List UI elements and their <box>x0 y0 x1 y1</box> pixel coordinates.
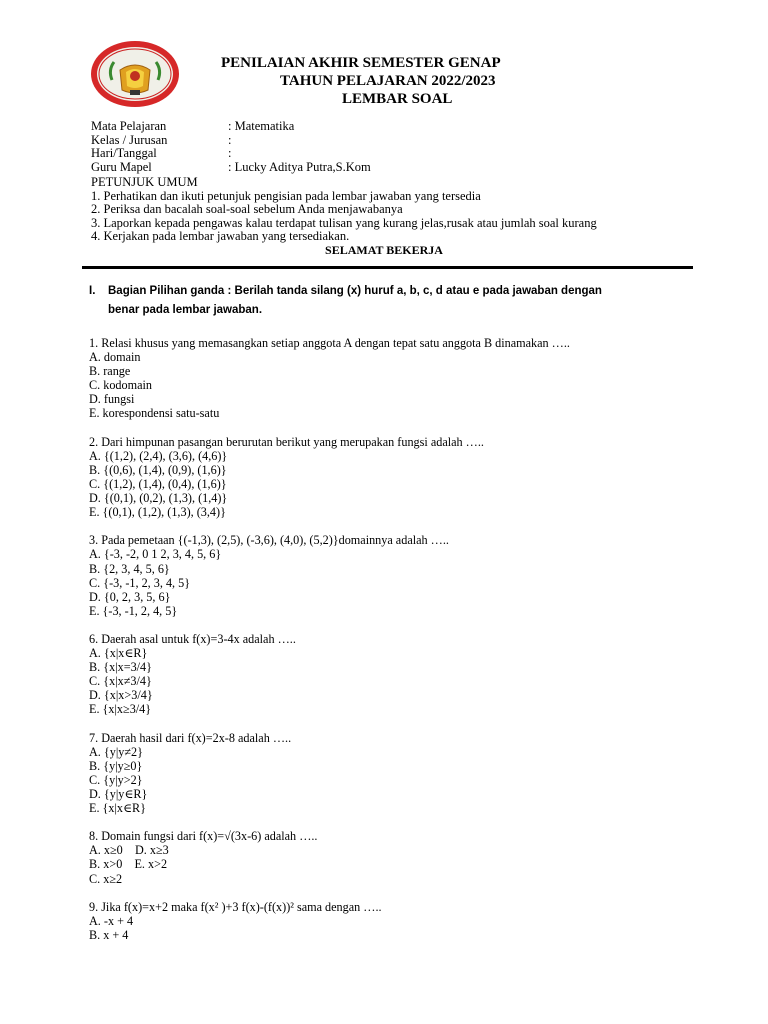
meta-label: Kelas / Jurusan <box>91 132 168 147</box>
option-a: A. {(1,2), (2,4), (3,6), (4,6)} <box>89 448 228 463</box>
meta-label: Guru Mapel <box>91 160 152 175</box>
option-a: A. {-3, -2, 0 1 2, 3, 4, 5, 6} <box>89 547 222 562</box>
question-list <box>89 336 709 956</box>
instruction-item: 2. Periksa dan bacalah soal-soal sebelum Anda menjawabanya <box>91 202 403 216</box>
meta-value: : <box>228 132 232 147</box>
option-a: A. {y|y≠2} <box>89 744 144 759</box>
section-instruction-line-1: Bagian Pilihan ganda : Berilah tanda silang (x) huruf a, b, c, d atau e pada jawaban dengan <box>108 285 602 297</box>
meta-value: : <box>228 146 232 161</box>
title-line-2: TAHUN PELAJARAN 2022/2023 <box>280 73 496 89</box>
instructions-heading: PETUNJUK UMUM <box>91 175 198 189</box>
option-b: B. {(0,6), (1,4), (0,9), (1,6)} <box>89 462 227 477</box>
option-e: E. korespondensi satu-satu <box>89 406 220 421</box>
question-text: 2. Dari himpunan pasangan berurutan berikut yang merupakan fungsi adalah ….. <box>89 434 484 449</box>
option-d: D. {0, 2, 3, 5, 6} <box>89 589 171 604</box>
option-c: C. {-3, -1, 2, 3, 4, 5} <box>89 575 191 590</box>
option-c: C. {y|y>2} <box>89 772 143 787</box>
option-a: A. {x|x∈R} <box>89 646 148 661</box>
meta-value: : Lucky Aditya Putra,S.Kom <box>228 160 371 175</box>
question-text: 1. Relasi khusus yang memasangkan setiap anggota A dengan tepat satu anggota B dinamakan ….. <box>89 336 570 350</box>
document-title <box>185 54 585 108</box>
question-text: 9. Jika f(x)=x+2 maka f(x² )+3 f(x)-(f(x))² sama dengan ….. <box>89 899 382 914</box>
instruction-item: 1. Perhatikan dan ikuti petunjuk pengisian pada lembar jawaban yang tersedia <box>91 188 481 203</box>
options-a-d: A. x≥0 D. x≥3 <box>89 843 169 858</box>
option-c: C. {x|x≠3/4} <box>89 674 152 689</box>
title-line-3: LEMBAR SOAL <box>342 91 453 107</box>
question-6 <box>89 632 709 717</box>
question-1 <box>89 336 709 421</box>
meta-row-class <box>91 134 371 148</box>
meta-label: Hari/Tanggal <box>91 146 157 161</box>
option-c: C. kodomain <box>89 378 152 393</box>
option-e: E. {(0,1), (1,2), (1,3), (3,4)} <box>89 505 226 520</box>
option-a: A. domain <box>89 350 141 365</box>
exam-meta <box>91 120 371 175</box>
option-c: C. {(1,2), (1,4), (0,4), (1,6)} <box>89 476 227 491</box>
question-text: 7. Daerah hasil dari f(x)=2x-8 adalah ….. <box>89 730 292 745</box>
general-instructions <box>91 176 711 244</box>
section-number: I. <box>89 285 96 297</box>
question-7 <box>89 731 709 816</box>
option-d: D. {y|y∈R} <box>89 787 148 801</box>
school-emblem-icon <box>90 40 180 108</box>
closing-greeting: SELAMAT BEKERJA <box>325 243 443 257</box>
option-b: B. {y|y≥0} <box>89 758 143 773</box>
question-text: 6. Daerah asal untuk f(x)=3-4x adalah ….. <box>89 631 296 646</box>
option-e: E. {-3, -1, 2, 4, 5} <box>89 603 178 618</box>
question-text: 3. Pada pemetaan {(-1,3), (2,5), (-3,6), (4,0), (5,2)}domainnya adalah ….. <box>89 533 449 548</box>
title-line-1: PENILAIAN AKHIR SEMESTER GENAP <box>221 55 501 71</box>
meta-row-subject <box>91 120 371 134</box>
option-b: B. x + 4 <box>89 927 129 942</box>
instruction-item: 3. Laporkan kepada pengawas kalau terdapat tulisan yang kurang jelas,rusak atau jumlah soal kurang <box>91 215 597 230</box>
section-instruction-line-2: benar pada lembar jawaban. <box>108 304 263 316</box>
option-a: A. -x + 4 <box>89 913 134 928</box>
option-b: B. {2, 3, 4, 5, 6} <box>89 561 170 576</box>
option-d: D. fungsi <box>89 392 135 407</box>
option-d: D. {(0,1), (0,2), (1,3), (1,4)} <box>89 491 228 506</box>
options-b-e: B. x>0 E. x>2 <box>89 857 168 872</box>
option-b: B. range <box>89 364 131 379</box>
question-3 <box>89 533 709 618</box>
meta-row-date <box>91 147 371 161</box>
meta-label: Mata Pelajaran <box>91 119 167 133</box>
option-d: D. {x|x>3/4} <box>89 688 153 703</box>
question-8 <box>89 829 709 885</box>
option-e: E. {x|x∈R} <box>89 801 147 816</box>
question-text: 8. Domain fungsi dari f(x)=√(3x-6) adalah ….. <box>89 829 318 844</box>
option-e: E. {x|x≥3/4} <box>89 702 152 717</box>
option-c: C. x≥2 <box>89 871 123 886</box>
option-b: B. {x|x=3/4} <box>89 660 152 675</box>
section-heading <box>89 282 689 320</box>
instruction-item: 4. Kerjakan pada lembar jawaban yang tersediakan. <box>91 229 350 243</box>
meta-row-teacher <box>91 161 371 175</box>
meta-value: : Matematika <box>228 119 295 133</box>
question-9 <box>89 900 709 942</box>
divider <box>82 266 693 269</box>
question-2 <box>89 435 709 520</box>
